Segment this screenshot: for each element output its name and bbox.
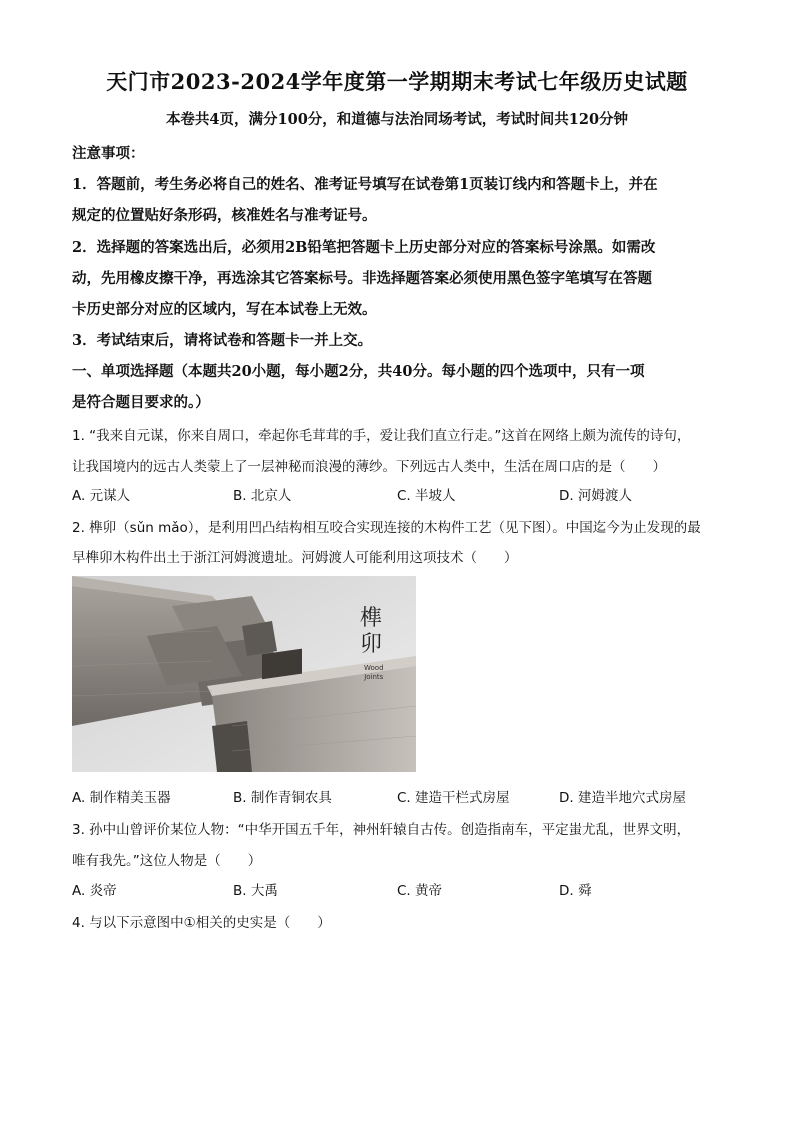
- question-1-text: 1. “我来自元谋，你来自周口，牵起你毛茸茸的手，爱让我们直立行走。”这首在网络上颇为流传的诗句，: [72, 428, 691, 444]
- exam-title: 天门市2023-2024学年度第一学期期末考试七年级历史试题: [106, 69, 688, 94]
- notice-item: 卡历史部分对应的区域内，写在本试卷上无效。: [72, 301, 377, 318]
- exam-subtitle: 本卷共4页，满分100分，和道德与法治同场考试，考试时间共120分钟: [165, 111, 629, 128]
- image-title-char: 榫: [360, 606, 383, 631]
- question-3-text: 唯有我先。”这位人物是（ ）: [72, 853, 262, 869]
- notice-item: 2．选择题的答案选出后，必须用2B铅笔把答题卡上历史部分对应的答案标号涂黑。如需改: [72, 239, 656, 256]
- option-d: D. 建造半地穴式房屋: [559, 790, 686, 806]
- option-c: C. 半坡人: [397, 488, 456, 504]
- notice-item: 规定的位置贴好条形码，核准姓名与准考证号。: [72, 207, 377, 224]
- question-2-text: 2. 榫卯（sǔn mǎo），是利用凹凸结构相互咬合实现连接的木构件工艺（见下图）。中国迄今为止发现的最: [72, 520, 701, 536]
- option-a: A. 制作精美玉器: [72, 790, 171, 806]
- section-heading-cont: 是符合题目要求的。）: [72, 394, 210, 411]
- notice-item: 1．答题前，考生务必将自己的姓名、准考证号填写在试卷第1页装订线内和答题卡上，并在: [72, 176, 658, 193]
- image-title-char: 卯: [360, 632, 383, 657]
- option-d: D. 河姆渡人: [559, 488, 632, 504]
- option-a: A. 元谋人: [72, 488, 131, 504]
- section-heading: 一、单项选择题（本题共20小题，每小题2分，共40分。每小题的四个选项中，只有一项: [72, 363, 645, 380]
- notice-item: 3．考试结束后，请将试卷和答题卡一并上交。: [72, 332, 373, 349]
- option-c: C. 黄帝: [397, 883, 443, 899]
- question-3-text: 3. 孙中山曾评价某位人物：“中华开国五千年，神州轩辕自古传。创造指南车，平定蚩尤乱，世界文明，: [72, 822, 691, 838]
- option-d: D. 舜: [559, 883, 592, 899]
- option-b: B. 北京人: [233, 488, 292, 504]
- question-3-options: [72, 879, 732, 901]
- image-caption: Wood: [364, 664, 384, 672]
- question-2-text: 早榫卯木构件出土于浙江河姆渡遗址。河姆渡人可能利用这项技术（ ）: [72, 550, 518, 566]
- option-b: B. 大禹: [233, 883, 278, 899]
- option-a: A. 炎帝: [72, 883, 117, 899]
- image-caption: Joints: [364, 673, 384, 681]
- mortise-tenon-photo: [72, 576, 416, 772]
- question-4-text: 4. 与以下示意图中①相关的史实是（ ）: [72, 915, 331, 931]
- option-c: C. 建造干栏式房屋: [397, 790, 510, 806]
- notice-item: 动，先用橡皮擦干净，再选涂其它答案标号。非选择题答案必须使用黑色签字笔填写在答题: [72, 270, 652, 287]
- question-2-options: [72, 786, 732, 808]
- option-b: B. 制作青铜农具: [233, 790, 332, 806]
- notice-heading: 注意事项：: [72, 145, 145, 162]
- question-1-text: 让我国境内的远古人类蒙上了一层神秘而浪漫的薄纱。下列远古人类中，生活在周口店的是（ ）: [72, 459, 666, 475]
- question-1-options: [72, 484, 732, 506]
